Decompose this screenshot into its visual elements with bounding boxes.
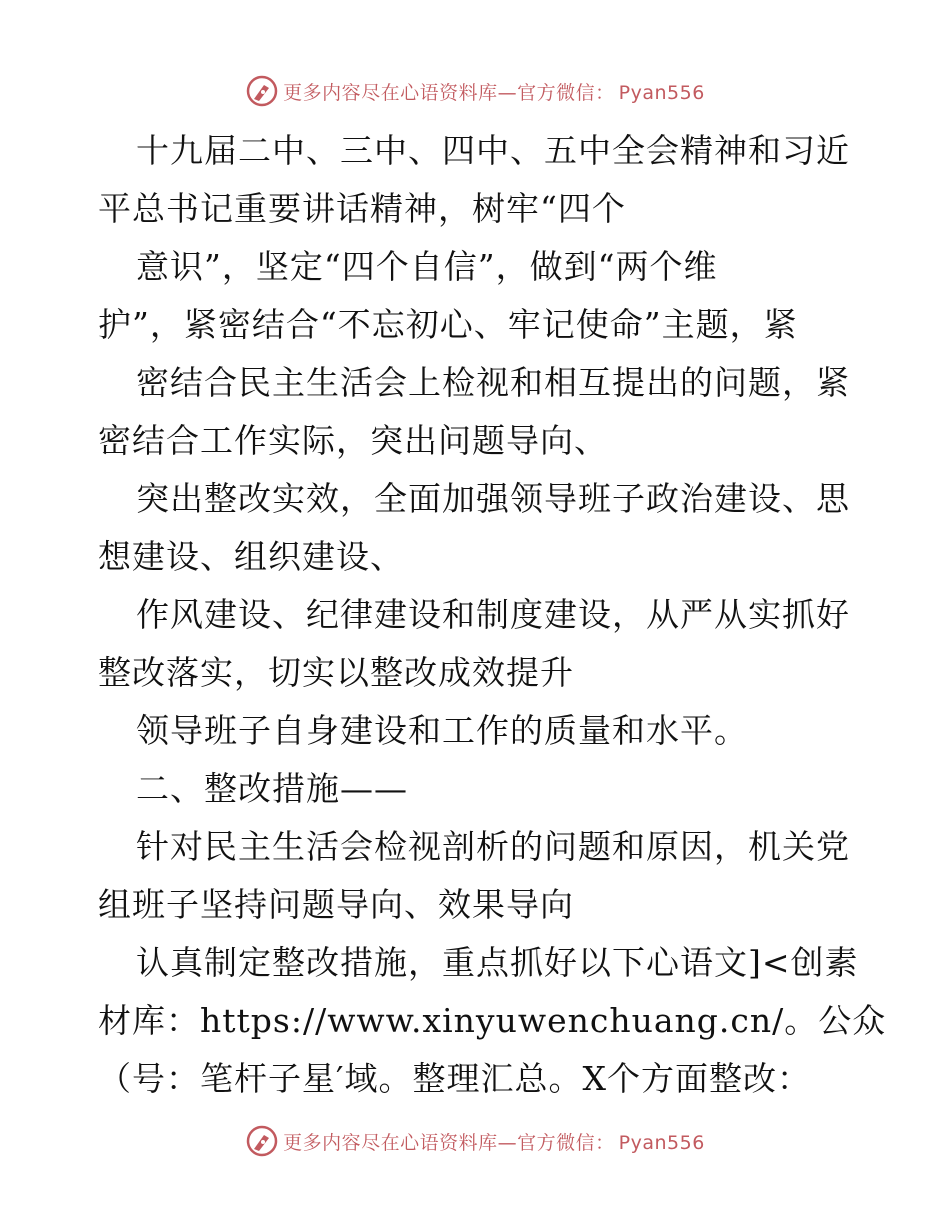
text-line: 作风建设、纪律建设和制度建设，从严从实抓好 — [136, 595, 850, 634]
pen-nib-logo-icon — [245, 74, 279, 108]
watermark-banner-bottom — [0, 1121, 950, 1161]
text-line: 领导班子自身建设和工作的质量和水平。 — [136, 711, 748, 750]
text-line: 二、整改措施—— — [136, 769, 408, 808]
text-line: 针对民主生活会检视剖析的问题和原因，机关党 — [136, 827, 850, 866]
text-line: （号：笔杆子星′域。整理汇总。X个方面整改： — [98, 1059, 811, 1098]
watermark-text: 更多内容尽在心语资料库—官方微信： Pyan556 — [283, 81, 705, 104]
watermark-banner-top — [0, 71, 950, 111]
text-line: 十九届二中、三中、四中、五中全会精神和习近 — [136, 131, 850, 170]
text-line: 想建设、组织建设、 — [98, 537, 404, 576]
text-line: 整改落实，切实以整改成效提升 — [98, 653, 574, 692]
text-line: 意识”，坚定“四个自信”，做到“两个维 — [136, 247, 718, 286]
text-line: 平总书记重要讲话精神，树牢“四个 — [98, 189, 626, 228]
text-line: 认真制定整改措施，重点抓好以下心语文]<创素 — [136, 943, 859, 982]
text-line: 突出整改实效，全面加强领导班子政治建设、思 — [136, 479, 850, 518]
text-line: 组班子坚持问题导向、效果导向 — [98, 885, 574, 924]
watermark-text: 更多内容尽在心语资料库—官方微信： Pyan556 — [283, 1131, 705, 1154]
text-line: 护”，紧密结合“不忘初心、牢记使命”主题，紧 — [98, 305, 798, 344]
text-line: 密结合民主生活会上检视和相互提出的问题，紧 — [136, 363, 850, 402]
text-line: 密结合工作实际，突出问题导向、 — [98, 421, 608, 460]
document-body — [98, 122, 887, 1108]
text-line: 材库：https://www.xinyuwenchuang.cn/。公众 — [98, 1001, 887, 1040]
pen-nib-logo-icon — [245, 1124, 279, 1158]
